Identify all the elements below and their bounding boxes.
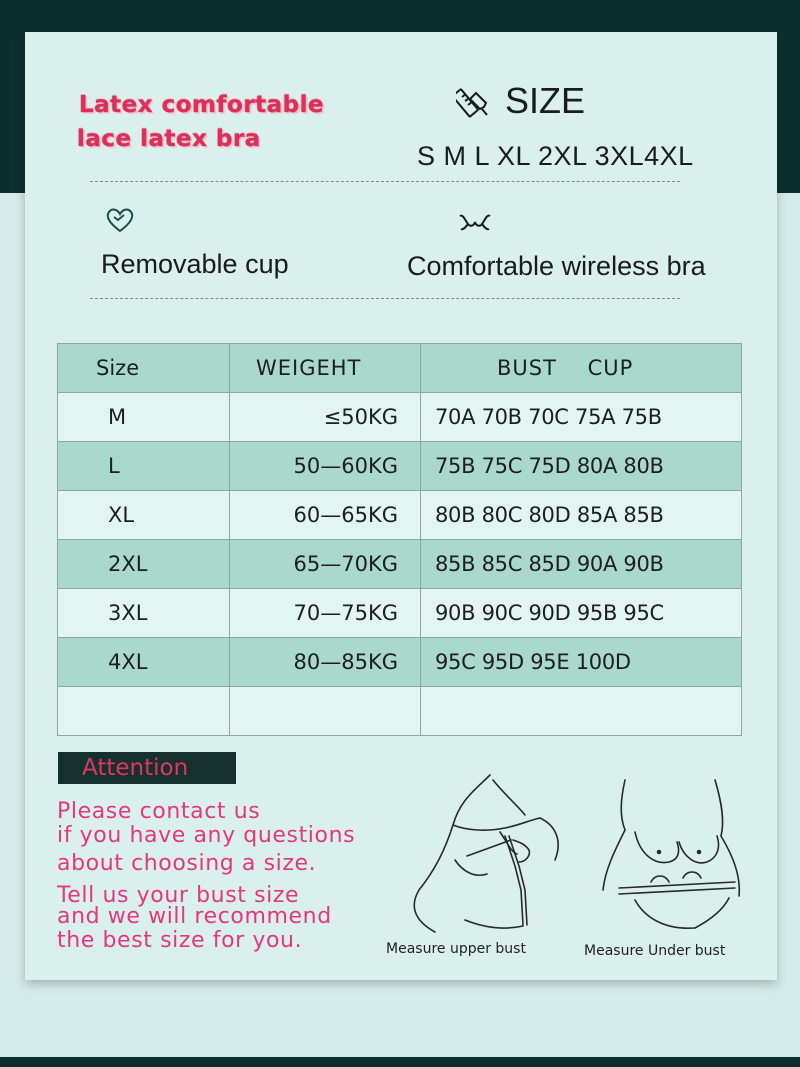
attention-line-4: Tell us your bust size xyxy=(57,883,300,908)
ruler-pencil-icon xyxy=(456,85,492,125)
size-heading: SIZE xyxy=(505,80,586,121)
divider-bottom xyxy=(90,298,680,299)
table-row xyxy=(58,638,742,687)
heart-icon xyxy=(104,206,136,238)
row-cup: 75B 75C 75D 80A 80B xyxy=(421,442,742,491)
row-weight: 60—65KG xyxy=(230,491,421,540)
row-weight: 50—60KG xyxy=(230,442,421,491)
row-cup: 70A 70B 70C 75A 75B xyxy=(421,393,742,442)
row-cup xyxy=(421,687,742,736)
feature-wireless-bra: Comfortable wireless bra xyxy=(407,251,706,281)
upper-bust-illustration xyxy=(405,770,575,942)
title-line-1: Latex comfortable xyxy=(79,92,325,118)
row-cup: 80B 80C 80D 85A 85B xyxy=(421,491,742,540)
table-header-row xyxy=(58,344,742,393)
row-cup: 90B 90C 90D 95B 95C xyxy=(421,589,742,638)
row-weight xyxy=(230,687,421,736)
table-row xyxy=(58,540,742,589)
row-weight: 65—70KG xyxy=(230,540,421,589)
table-row xyxy=(58,393,742,442)
attention-line-1: Please contact us xyxy=(57,799,261,824)
bottom-band xyxy=(0,1057,800,1067)
row-weight: ≤50KG xyxy=(230,393,421,442)
table-row xyxy=(58,589,742,638)
row-size: 4XL xyxy=(58,638,230,687)
row-cup: 85B 85C 85D 90A 90B xyxy=(421,540,742,589)
attention-line-5: and we will recommend xyxy=(57,904,332,929)
under-bust-caption: Measure Under bust xyxy=(584,943,726,959)
bra-icon xyxy=(457,210,493,238)
row-size xyxy=(58,687,230,736)
header-weight: WEIGEHT xyxy=(230,344,421,393)
attention-line-6: the best size for you. xyxy=(57,928,303,953)
attention-line-2: if you have any questions xyxy=(57,823,356,848)
feature-removable-cup: Removable cup xyxy=(101,249,289,279)
table-row xyxy=(58,491,742,540)
row-size: L xyxy=(58,442,230,491)
size-list: S M L XL 2XL 3XL4XL xyxy=(417,141,694,171)
row-weight: 80—85KG xyxy=(230,638,421,687)
row-cup: 95C 95D 95E 100D xyxy=(421,638,742,687)
table-row xyxy=(58,442,742,491)
table-row-empty xyxy=(58,687,742,736)
row-size: 3XL xyxy=(58,589,230,638)
row-weight: 70—75KG xyxy=(230,589,421,638)
row-size: XL xyxy=(58,491,230,540)
header-bust-cup: BUST CUP xyxy=(421,344,742,393)
row-size: M xyxy=(58,393,230,442)
header-size: Size xyxy=(58,344,230,393)
attention-label: Attention xyxy=(58,752,236,784)
row-size: 2XL xyxy=(58,540,230,589)
upper-bust-caption: Measure upper bust xyxy=(386,941,526,957)
attention-line-3: about choosing a size. xyxy=(57,851,317,876)
title-line-2: lace latex bra xyxy=(77,126,261,152)
under-bust-illustration xyxy=(595,770,755,942)
size-table xyxy=(57,343,742,736)
divider-top xyxy=(90,181,680,182)
